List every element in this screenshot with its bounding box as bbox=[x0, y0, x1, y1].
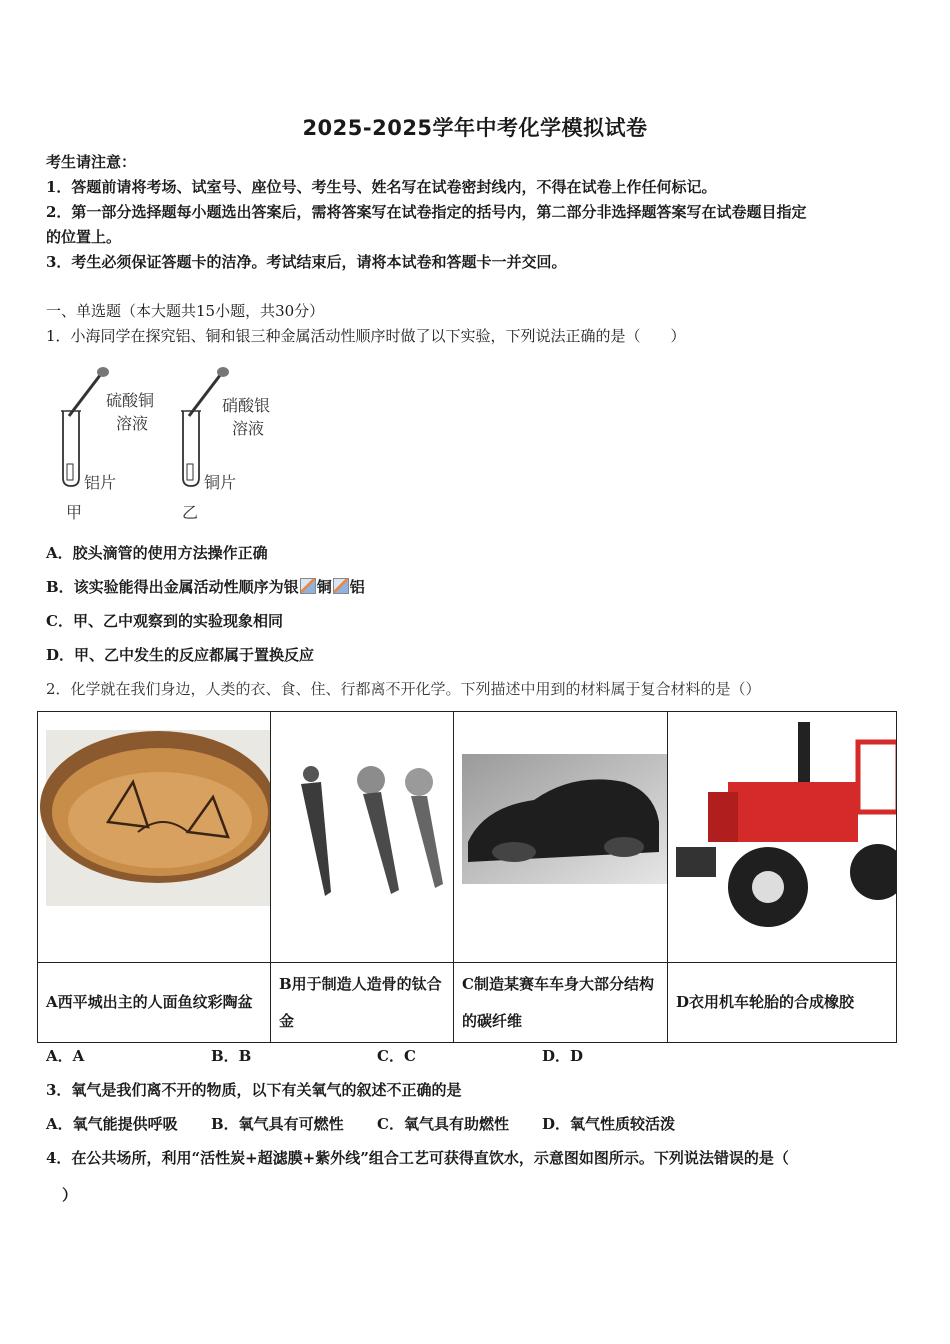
q4-stem: 4．在公共场所，利用“活性炭+超滤膜+紫外线”组合工艺可获得直饮水，示意图如图所示。下列说法错误的是（ bbox=[46, 1149, 789, 1167]
q1-left-label: 甲 bbox=[66, 503, 83, 522]
q2-answer-d: D．D bbox=[542, 1047, 584, 1065]
missing-glyph-icon bbox=[300, 578, 316, 594]
q1-option-a: A．胶头滴管的使用方法操作正确 bbox=[46, 544, 268, 562]
q1-option-d: D．甲、乙中发生的反应都属于置换反应 bbox=[46, 646, 315, 664]
q1-option-b: B．该实验能得出金属活动性顺序为银 铜 铝 bbox=[46, 578, 365, 596]
q1-left-metal: 铝片 bbox=[84, 473, 117, 492]
test-tube-left bbox=[61, 367, 109, 486]
q2-caption-c: C制造某赛车车身大部分结构的碳纤维 bbox=[454, 963, 668, 1043]
q1-left-solution-2: 溶液 bbox=[116, 414, 149, 433]
carbon-fiber-image-cell bbox=[454, 712, 668, 963]
q4-stem-cont: ） bbox=[62, 1186, 78, 1204]
q2-answer-c: C．C bbox=[377, 1047, 416, 1065]
notice-item-2-cont: 的位置上。 bbox=[46, 228, 122, 246]
notice-item-1: 1．答题前请将考场、试室号、座位号、考生号、姓名写在试卷密封线内，不得在试卷上作任何标记。 bbox=[46, 178, 717, 196]
q1-option-c: C．甲、乙中观察到的实验现象相同 bbox=[46, 612, 283, 630]
q1-right-solution-1: 硝酸银 bbox=[222, 396, 271, 415]
q2-caption-d: D衣用机车轮胎的合成橡胶 bbox=[668, 963, 897, 1043]
missing-glyph-icon bbox=[333, 578, 349, 594]
q1-right-solution-2: 溶液 bbox=[232, 419, 265, 438]
q2-caption-a: A西平城出主的人面鱼纹彩陶盆 bbox=[38, 963, 271, 1043]
q2-caption-b: B用于制造人造骨的钛合金 bbox=[271, 963, 454, 1043]
q3-option-b: B．氧气具有可燃性 bbox=[211, 1115, 344, 1133]
test-tube-right bbox=[181, 367, 229, 486]
q1-right-label: 乙 bbox=[182, 503, 199, 522]
q2-stem: 2．化学就在我们身边，人类的衣、食、住、行都离不开化学。下列描述中用到的材料属于复合材料的是（） bbox=[46, 680, 761, 698]
q1-right-metal: 铜片 bbox=[204, 473, 237, 492]
titanium-bone-image-cell bbox=[271, 712, 454, 963]
painted-pottery-bowl-image bbox=[38, 712, 271, 958]
tractor-image-cell bbox=[668, 712, 897, 963]
exam-title: 2025-2025学年中考化学模拟试卷 bbox=[302, 116, 648, 140]
q3-option-a: A．氧气能提供呼吸 bbox=[46, 1115, 178, 1133]
tractor-image bbox=[668, 712, 897, 958]
notice-heading: 考生请注意： bbox=[46, 153, 137, 171]
q2-answer-a: A．A bbox=[46, 1047, 85, 1065]
q3-option-d: D．氧气性质较活泼 bbox=[542, 1115, 676, 1133]
q3-option-c: C．氧气具有助燃性 bbox=[377, 1115, 509, 1133]
notice-item-3: 3．考生必须保证答题卡的洁净。考试结束后，请将本试卷和答题卡一并交回。 bbox=[46, 253, 567, 271]
q2-material-table bbox=[37, 711, 897, 1043]
section-heading: 一、单选题（本大题共15小题，共30分） bbox=[46, 302, 325, 320]
notice-item-2: 2．第一部分选择题每小题选出答案后，需将答案写在试卷指定的括号内，第二部分非选择题答案写在试卷题目指定 bbox=[46, 203, 807, 221]
q1-stem: 1．小海同学在探究铝、铜和银三种金属活动性顺序时做了以下实验，下列说法正确的是（ ） bbox=[46, 327, 686, 345]
q1-test-tube-figure bbox=[55, 366, 285, 522]
carbon-fiber-car-body-image bbox=[454, 712, 668, 958]
titanium-artificial-bone-image bbox=[271, 712, 454, 958]
q1-left-solution-1: 硫酸铜 bbox=[106, 391, 155, 410]
bowl-image-cell bbox=[38, 712, 271, 963]
q3-stem: 3．氧气是我们离不开的物质，以下有关氧气的叙述不正确的是 bbox=[46, 1081, 462, 1099]
q2-answer-b: B．B bbox=[211, 1047, 252, 1065]
